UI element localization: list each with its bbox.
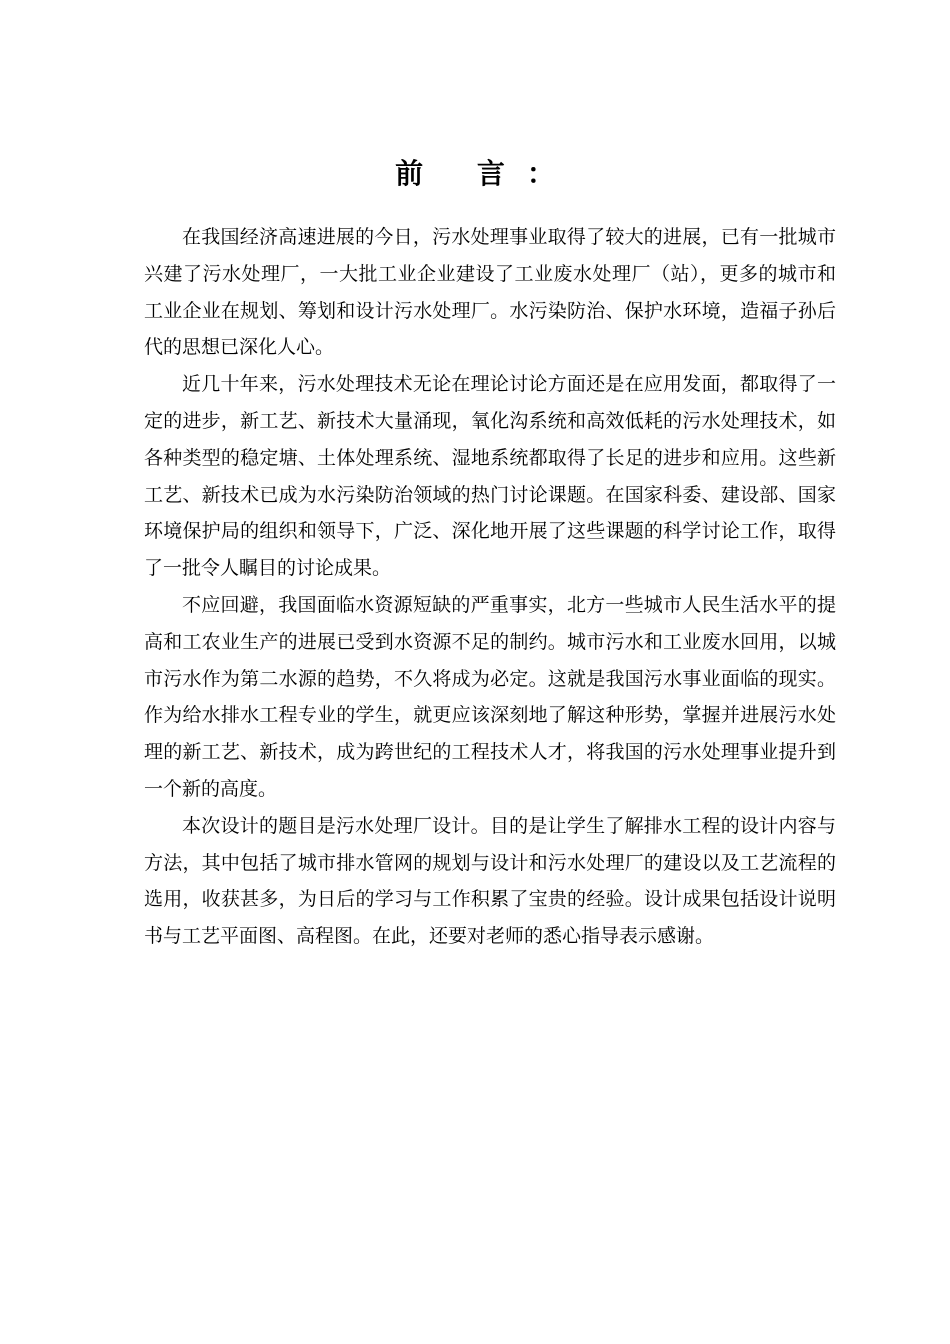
paragraph-3: 不应回避，我国面临水资源短缺的严重事实，北方一些城市人民生活水平的提高和工农业生产的进展已受到水资源不足的制约。城市污水和工业废水回用，以城市污水作为第二水源的趋势，不久将成为必定。这就是我国污水事业面临的现实。作为给水排水工程专业的学生，就更应该深刻地了解这种形势，掌握并进展污水处理的新工艺、新技术，成为跨世纪的工程技术人才，将我国的污水处理事业提升到一个新的高度。 [144, 593, 836, 800]
paragraph-4: 本次设计的题目是污水处理厂设计。目的是让学生了解排水工程的设计内容与方法，其中包括了城市排水管网的规划与设计和污水处理厂的建设以及工艺流程的选用，收获甚多，为日后的学习与工作积累了宝贵的经验。设计成果包括设计说明书与工艺平面图、高程图。在此，还要对老师的悉心指导表示感谢。 [144, 814, 836, 948]
body-text [144, 219, 836, 955]
paragraph-2: 近几十年来，污水处理技术无论在理论讨论方面还是在应用发面，都取得了一定的进步，新工艺、新技术大量涌现，氧化沟系统和高效低耗的污水处理技术，如各种类型的稳定塘、土体处理系统、湿地系统都取得了长足的进步和应用。这些新工艺、新技术已成为水污染防治领域的热门讨论课题。在国家科委、建设部、国家环境保护局的组织和领导下，广泛、深化地开展了这些课题的科学讨论工作，取得了一批令人瞩目的讨论成果。 [144, 373, 836, 580]
page-title: 前 言： [395, 157, 577, 190]
paragraph-1: 在我国经济高速进展的今日，污水处理事业取得了较大的进展，已有一批城市兴建了污水处理厂，一大批工业企业建设了工业废水处理厂（站），更多的城市和工业企业在规划、筹划和设计污水处理厂。水污染防治、保护水环境，造福子孙后代的思想已深化人心。 [144, 226, 836, 359]
